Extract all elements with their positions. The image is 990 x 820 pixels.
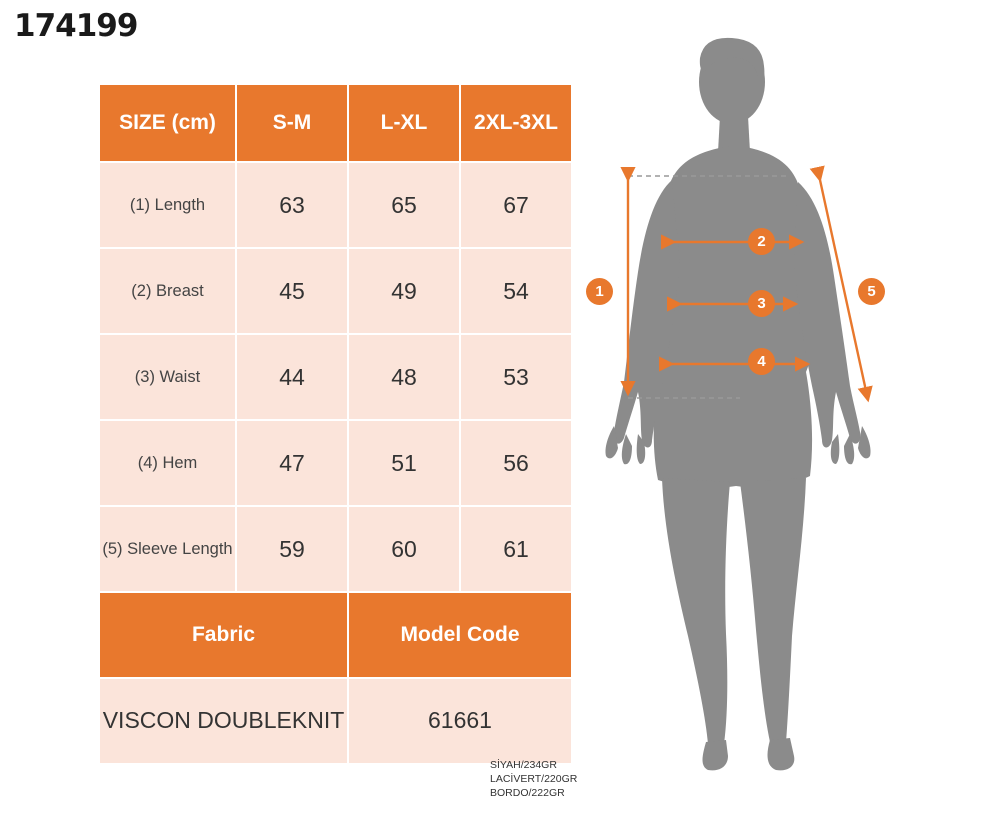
- cell-sleeve-s-m: 59: [236, 506, 348, 592]
- table-header-row: [99, 84, 572, 162]
- table-row: [99, 248, 572, 334]
- table-subheader-row: [99, 592, 572, 678]
- column-header-2xl-3xl: 2XL-3XL: [460, 84, 572, 162]
- cell-breast-2xl-3xl: 54: [460, 248, 572, 334]
- column-header-l-xl: L-XL: [348, 84, 460, 162]
- measurement-badge-1: 1: [586, 278, 613, 305]
- cell-breast-s-m: 45: [236, 248, 348, 334]
- table-row: [99, 162, 572, 248]
- measurement-badge-4: 4: [748, 348, 775, 375]
- cell-length-2xl-3xl: 67: [460, 162, 572, 248]
- body-silhouette-icon: [580, 20, 980, 800]
- product-code: 174199: [14, 8, 138, 44]
- cell-sleeve-2xl-3xl: 61: [460, 506, 572, 592]
- cell-hem-l-xl: 51: [348, 420, 460, 506]
- row-label-length: (1) Length: [99, 162, 236, 248]
- subheader-model-code: Model Code: [348, 592, 572, 678]
- subheader-fabric: Fabric: [99, 592, 348, 678]
- size-table-body: [99, 162, 572, 764]
- measurement-badge-2: 2: [748, 228, 775, 255]
- cell-length-s-m: 63: [236, 162, 348, 248]
- cell-hem-2xl-3xl: 56: [460, 420, 572, 506]
- cell-sleeve-l-xl: 60: [348, 506, 460, 592]
- table-fabric-row: [99, 678, 572, 764]
- cell-fabric-value: VISCON DOUBLEKNIT: [99, 678, 348, 764]
- column-header-size: SIZE (cm): [99, 84, 236, 162]
- size-table: [98, 83, 573, 765]
- footnote-line-bordo: BORDO/222GR: [490, 787, 565, 800]
- measurement-figure: [580, 20, 980, 800]
- measurement-badge-5: 5: [858, 278, 885, 305]
- row-label-sleeve-length: (5) Sleeve Length: [99, 506, 236, 592]
- row-label-hem: (4) Hem: [99, 420, 236, 506]
- measurement-badge-3: 3: [748, 290, 775, 317]
- cell-waist-l-xl: 48: [348, 334, 460, 420]
- cell-model-code-value: 61661: [348, 678, 572, 764]
- cell-length-l-xl: 65: [348, 162, 460, 248]
- footnote-line-siyah: SİYAH/234GR: [490, 759, 557, 771]
- cell-waist-2xl-3xl: 53: [460, 334, 572, 420]
- cell-waist-s-m: 44: [236, 334, 348, 420]
- table-row: [99, 334, 572, 420]
- row-label-breast: (2) Breast: [99, 248, 236, 334]
- row-label-waist: (3) Waist: [99, 334, 236, 420]
- column-header-s-m: S-M: [236, 84, 348, 162]
- table-row: [99, 420, 572, 506]
- cell-hem-s-m: 47: [236, 420, 348, 506]
- size-table-header: [99, 84, 572, 162]
- cell-breast-l-xl: 49: [348, 248, 460, 334]
- footnote-line-lacivert: LACİVERT/220GR: [490, 773, 578, 786]
- table-row: [99, 506, 572, 592]
